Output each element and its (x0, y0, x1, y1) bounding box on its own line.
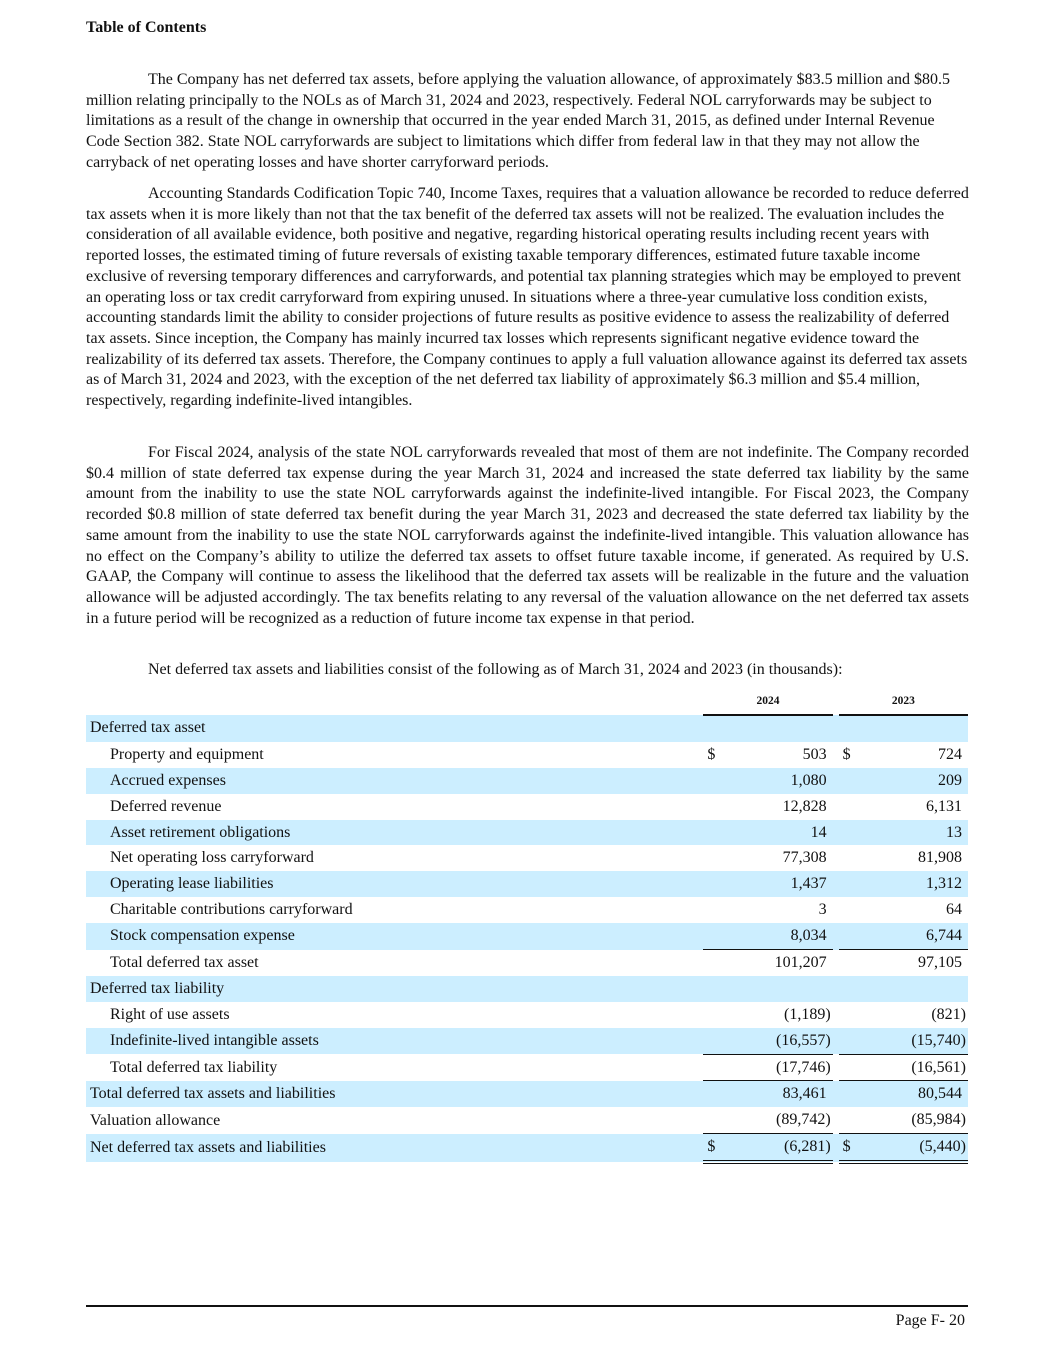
value-2023: 6,131 (926, 797, 962, 815)
value-2023: (15,740) (863, 1028, 968, 1054)
value-2024: 12,828 (782, 797, 827, 815)
table-row (86, 820, 968, 846)
value-2023: 6,744 (863, 923, 968, 949)
table-header-row (86, 695, 968, 715)
table-row (86, 1028, 968, 1054)
row-label: Deferred revenue (110, 797, 222, 815)
currency-symbol: $ (842, 745, 851, 763)
value-2024: (1,189) (784, 1005, 831, 1023)
currency-symbol: $ (703, 1134, 727, 1162)
column-header-2024: 2024 (703, 695, 832, 715)
page-number: Page F- 20 (895, 1312, 965, 1329)
value-2023: 81,908 (918, 849, 962, 867)
table-row (86, 923, 968, 949)
total-row-net-deferred-tax (86, 1134, 968, 1162)
column-header-2023: 2023 (839, 695, 968, 715)
paragraph-text: The Company has net deferred tax assets, before applying the valuation allowance, of approximately $83.5 million and $80.5 million relating principally to the NOLs as of March 31, 2024 and 2023, respectively. Federal NOL carryforwards may be subject to limitations as a result of the change in ownership that occurred in the year ended March 31, 2015, as defined under Internal Revenue Code Section 382. State NOL carryforwards are subject to limitations which differ from federal law in that they may not allow the carryback of net operating losses and have shorter carryforward periods. (86, 71, 950, 171)
value-2024: 77,308 (782, 849, 827, 867)
total-row-assets-and-liabilities (86, 1081, 968, 1107)
value-2023: 80,544 (863, 1081, 968, 1107)
value-2024: (89,742) (776, 1111, 831, 1129)
table-row (86, 794, 968, 820)
value-2023: (821) (931, 1005, 966, 1023)
value-2023: (5,440) (863, 1134, 968, 1162)
row-label: Right of use assets (110, 1005, 230, 1023)
paragraph-fiscal-2024-state-nol (86, 443, 969, 629)
value-2023: 64 (946, 901, 962, 919)
value-2024: 1,437 (727, 871, 832, 897)
value-2023: 724 (938, 745, 962, 763)
row-label: Accrued expenses (86, 768, 703, 794)
value-2024: 1,080 (727, 768, 832, 794)
value-2024: 3 (818, 901, 827, 919)
table-row (86, 871, 968, 897)
row-label: Total deferred tax asset (110, 953, 259, 971)
value-2023: 13 (863, 820, 968, 846)
value-2023: 209 (863, 768, 968, 794)
table-row (86, 897, 968, 923)
value-2024: (17,746) (727, 1054, 832, 1081)
paragraph-table-intro (86, 660, 969, 681)
value-2024: 14 (727, 820, 832, 846)
table-row (86, 768, 968, 794)
table-row-valuation-allowance (86, 1107, 968, 1133)
section-row-deferred-tax-liability (86, 976, 968, 1002)
row-label: Valuation allowance (90, 1111, 221, 1129)
total-row-deferred-tax-liability (86, 1054, 968, 1081)
table-row (86, 1002, 968, 1028)
paragraph-text: Accounting Standards Codification Topic 740, Income Taxes, requires that a valuation allowance be recorded to reduce deferred tax assets when it is more likely than not that the tax benefit of the deferred tax assets will not be realized. The evaluation includes the consideration of all available evidence, both positive and negative, regarding historical operating results including recent years with reported losses, the estimated timing of future reversals of existing taxable temporary differences, estimated future taxable income exclusive of reversing temporary differences and carryforwards, and potential tax planning strategies which may be employed to prevent an operating loss or tax credit carryforward from expiring unused. In situations where a three-year cumulative loss condition exists, accounting standards limit the ability to consider projections of future results as positive evidence to assess the realizability of deferred tax assets. Since inception, the Company has mainly incurred tax losses which represents significant negative evidence toward the realizability of its deferred tax assets. Therefore, the Company continues to apply a full valuation allowance against its deferred tax assets as of March 31, 2024 and 2023, with the exception of the net deferred tax liability of approximately $6.3 million and $5.4 million, respectively, regarding indefinite-lived intangibles. (86, 185, 969, 410)
value-2024: (16,557) (727, 1028, 832, 1054)
row-label: Property and equipment (110, 745, 264, 763)
value-2023: (85,984) (911, 1111, 966, 1129)
value-2023: 1,312 (863, 871, 968, 897)
paragraph-asc-740 (86, 184, 969, 412)
value-2024: 101,207 (727, 950, 832, 976)
row-label: Asset retirement obligations (86, 820, 703, 846)
paragraph-net-deferred-tax-assets (86, 70, 969, 174)
row-label: Total deferred tax assets and liabilities (86, 1081, 703, 1107)
row-label: Deferred tax liability (86, 976, 703, 1002)
value-2024: 83,461 (727, 1081, 832, 1107)
paragraph-text: Net deferred tax assets and liabilities consist of the following as of March 31, 2024 and 2023 (in thousands): (148, 661, 843, 678)
row-label: Deferred tax asset (86, 715, 703, 742)
total-row-deferred-tax-asset (86, 950, 968, 976)
value-2023: (16,561) (863, 1054, 968, 1081)
currency-symbol: $ (839, 1134, 863, 1162)
table-of-contents-link[interactable]: Table of Contents (86, 19, 207, 36)
section-row-deferred-tax-asset (86, 715, 968, 742)
row-label: Net deferred tax assets and liabilities (86, 1134, 703, 1162)
row-label: Indefinite-lived intangible assets (86, 1028, 703, 1054)
footer-divider (86, 1305, 968, 1307)
paragraph-text: For Fiscal 2024, analysis of the state NOL carryforwards revealed that most of them are not indefinite. The Company recorded $0.4 million of state deferred tax expense during the year March 31, 2024 and increased the state deferred tax liability by the same amount from the inability to use the state NOL carryforwards against the indefinite-lived intangible. For Fiscal 2023, the Company recorded $0.8 million of state deferred tax benefit during the year March 31, 2023 and decreased the state deferred tax liability by the same amount from the inability to use the state NOL carryforwards against the indefinite-lived intangible. This valuation allowance has no effect on the Company’s ability to utilize the deferred tax assets to offset future taxable income, if generated. As required by U.S. GAAP, the Company will continue to assess the likelihood that the deferred tax assets will be realizable in the future and the valuation allowance will be adjusted accordingly. The tax benefits relating to any reversal of the valuation allowance on the net deferred tax assets in a future period will be recognized as a reduction of future income tax expense in that period. (86, 444, 969, 627)
table-row (86, 742, 968, 768)
value-2024: (6,281) (727, 1134, 832, 1162)
row-label: Total deferred tax liability (110, 1058, 278, 1076)
value-2023: 97,105 (863, 950, 968, 976)
row-label: Net operating loss carryforward (110, 849, 314, 867)
table-row (86, 845, 968, 871)
row-label: Stock compensation expense (86, 923, 703, 949)
value-2024: 503 (802, 745, 827, 763)
row-label: Operating lease liabilities (86, 871, 703, 897)
value-2024: 8,034 (727, 923, 832, 949)
currency-symbol: $ (707, 745, 716, 763)
deferred-tax-table (86, 695, 968, 1164)
row-label: Charitable contributions carryforward (110, 901, 353, 919)
